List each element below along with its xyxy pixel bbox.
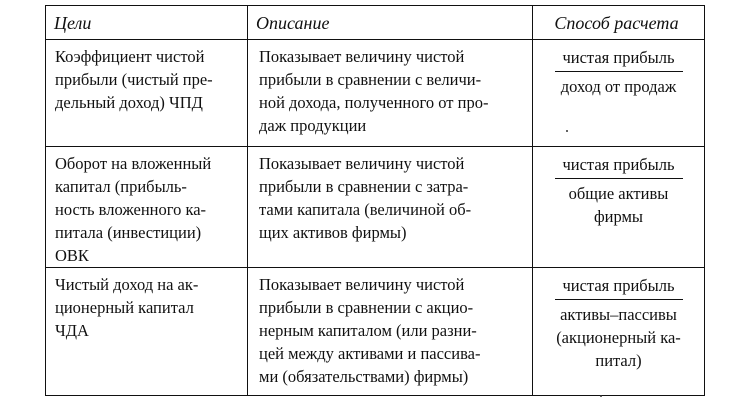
formula-numerator: чистая прибыль [562,276,675,295]
goal-cell [46,268,248,396]
formula-cell [533,268,705,396]
table-row [46,268,705,396]
formula-fraction [533,40,704,98]
formula-cell [533,40,705,147]
ratios-table [45,5,705,396]
header-goals: Цели [46,6,248,40]
formula-denominator: общие активы фирмы [568,184,669,226]
description-cell [248,147,533,268]
goal-cell [46,147,248,268]
goal-text: Чистый доход на ак- ционерный капитал ЧДА [55,275,199,340]
description-text: Показывает величину чистой прибыли в сравнении с акцио- нерным капиталом (или разни- цей между активами и пассива- ми (обязательствами) фирмы) [259,275,481,386]
scan-speck [600,395,602,397]
description-cell [248,40,533,147]
table-row [46,147,705,268]
formula-fraction [533,147,704,228]
formula-cell [533,147,705,268]
table-header-row [46,6,705,40]
description-text: Показывает величину чистой прибыли в сравнении с затра- тами капитала (величиной об- щих активов фирмы) [259,154,472,242]
formula-numerator: чистая прибыль [562,155,675,174]
goal-text: Коэффициент чистой прибыли (чистый пре- дельный доход) ЧПД [55,47,213,112]
goal-text: Оборот на вложенный капитал (прибыль- ность вложенного ка- питала (инвестиции) ОВК [55,154,212,265]
header-description: Описание [248,6,533,40]
formula-numerator: чистая прибыль [562,48,675,67]
description-cell [248,268,533,396]
fraction-bar [555,299,683,300]
scan-speck [566,130,568,132]
header-method: Способ расчета [533,6,705,40]
formula-denominator: активы–пассивы (акционерный ка- питал) [556,305,681,370]
fraction-bar [555,71,683,72]
formula-denominator: доход от продаж [560,77,677,96]
table-row [46,40,705,147]
description-text: Показывает величину чистой прибыли в сравнении с величи- ной дохода, полученного от про- даж продукции [259,47,489,135]
formula-fraction [533,268,704,372]
fraction-bar [555,178,683,179]
goal-cell [46,40,248,147]
